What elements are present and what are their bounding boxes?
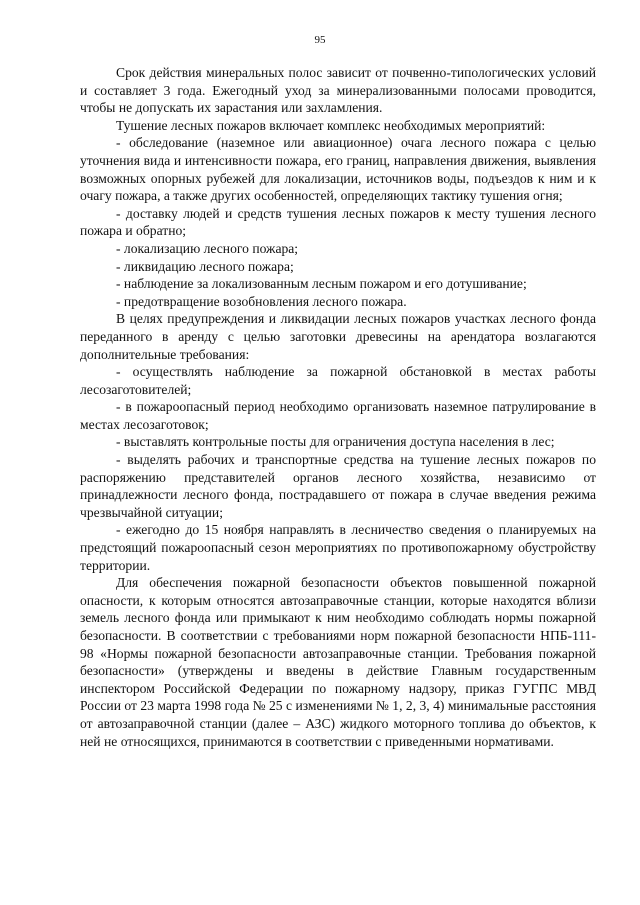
paragraph: Тушение лесных пожаров включает комплекс необходимых мероприятий:: [116, 117, 546, 133]
paragraph: В целях предупреждения и ликвидации лесных пожаров участках лесного фонда переданного в аренду с целью заготовки древесины на арендатора возлагаются дополнительные требования:: [80, 311, 596, 362]
paragraph: Срок действия минеральных полос зависит от почвенно-типологических условий и составляет 3 года. Ежегодный уход за минерализованными полосами проводится, чтобы не допускать их зарастания или захламления.: [80, 65, 596, 116]
list-item: - предотвращение возобновления лесного пожара.: [116, 293, 407, 309]
body-text: [80, 64, 596, 750]
list-item: - наблюдение за локализованным лесным пожаром и его дотушивание;: [116, 276, 527, 292]
list-item: - выставлять контрольные посты для ограничения доступа населения в лес;: [116, 434, 555, 450]
list-item: - доставку людей и средств тушения лесных пожаров к месту тушения лесного пожара и обратно;: [80, 205, 596, 239]
list-item: - ежегодно до 15 ноября направлять в лесничество сведения о планируемых на предстоящий пожароопасный сезон мероприятиях по противопожарному обустройству территории.: [80, 522, 596, 573]
page-number: 95: [314, 34, 326, 46]
list-item: - локализацию лесного пожара;: [116, 240, 299, 256]
list-item: - выделять рабочих и транспортные средства на тушение лесных пожаров по распоряжению представителей органов лесного хозяйства, независимо от принадлежности лесного фонда, пострадавшего от пожара в случае введения режима чрезвычайной ситуации;: [80, 452, 596, 520]
list-item: - в пожароопасный период необходимо организовать наземное патрулирование в местах лесозаготовок;: [80, 399, 596, 432]
list-item: - обследование (наземное или авиационное) очага лесного пожара с целью уточнения вида и интенсивности пожара, его границ, направления движения, выявления возможных опорных рубежей для локализации, источников воды, подъездов к ним и к очагу пожара, а также других особенностей, определяющих тактику тушения огня;: [80, 135, 596, 204]
paragraph: Для обеспечения пожарной безопасности объектов повышенной пожарной опасности, к которым относятся автозаправочные станции, которые находятся вблизи земель лесного фонда или примыкают к ним необходимо соблюдать нормы пожарной безопасности. В соответствии с требованиями норм пожарной безопасности НПБ-111-98 «Нормы пожарной безопасности автозаправочные станции. Требования пожарной безопасности» (утверждены и введены в действие Главным государственным инспектором Российской Федерации по пожарному надзору, приказ ГУГПС МВД России от 23 марта 1998 года № 25 с изменениями № 1, 2, 3, 4) минимальные расстояния от автозаправочной станции (далее – АЗС) жидкого моторного топлива до объектов, к ней не относящихся, принимаются в соответствии с приведенными нормативами.: [80, 575, 596, 749]
list-item: - осуществлять наблюдение за пожарной обстановкой в местах работы лесозаготовителей;: [80, 364, 596, 397]
list-item: - ликвидацию лесного пожара;: [116, 258, 294, 274]
